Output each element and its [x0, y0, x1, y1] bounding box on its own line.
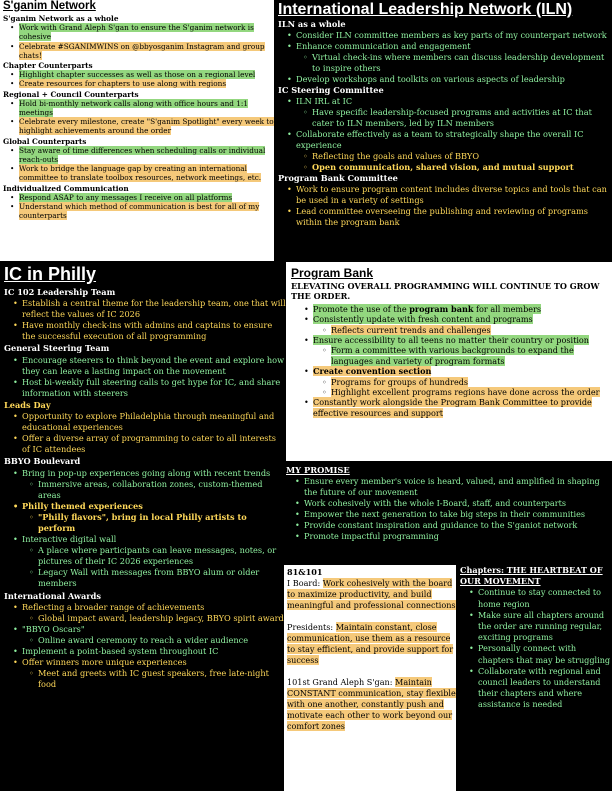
list-item: • Offer winners more unique experiences [22, 657, 286, 668]
list-item: ◦ Form a committee with various backgrounds to expand the languages and variety of program formats [331, 345, 612, 366]
iln-section-heading: ILN as a whole [278, 19, 346, 29]
philly-section-heading: BBYO Boulevard [4, 456, 81, 467]
board-heading: 81&101 [287, 567, 323, 577]
program-bank-list [291, 304, 612, 325]
list-item: • Interactive digital wall [22, 534, 286, 545]
sganim-list [3, 193, 274, 221]
sganim-sections [3, 14, 274, 220]
list-item: ◦ Virtual check-ins where members can discuss leadership development to inspire others [312, 52, 612, 74]
sganim-list [3, 99, 274, 136]
iln-section-heading: Program Bank Committee [278, 173, 398, 183]
program-bank-list [291, 397, 612, 418]
list-item: • Implement a point-based system throughout IC [22, 646, 286, 657]
sganim-section-heading: Regional + Council Counterparts [3, 89, 139, 99]
board-paragraph: Presidents: Maintain constant, close communication, use them as a resource to stay efficient, and provide support for success [287, 622, 454, 665]
iln-list [278, 184, 612, 228]
philly-list [4, 298, 286, 342]
sganim-section-heading: S'ganim Network as a whole [3, 14, 119, 23]
iln-list [278, 30, 612, 52]
philly-sublist [4, 545, 286, 589]
list-item: ◦ Reflects current trends and challenges [331, 325, 612, 335]
iln-sublist [278, 151, 612, 173]
sganim-list [3, 23, 274, 60]
list-item: • "BBYO Oscars" [22, 624, 286, 635]
list-item: • Establish a central theme for the leadership team, one that will reflect the values of IC 2026 [22, 298, 286, 320]
chapters-heading: Chapters: THE HEARTBEAT OF OUR MOVEMENT [460, 565, 603, 587]
program-bank-intro: ELEVATING OVERALL PROGRAMMING WILL CONTINUE TO GROW THE ORDER. [291, 281, 600, 302]
philly-list [4, 355, 286, 399]
list-item: ◦ Open communication, shared vision, and mutual support [312, 162, 612, 173]
list-item: • Stay aware of time differences when scheduling calls or individual reach-outs [19, 146, 274, 164]
list-item: • Celebrate #SGANIMWINS on @bbyosganim Instagram and group chats! [19, 42, 274, 60]
sganim-list [3, 146, 274, 183]
list-item: • Empower the next generation to take big steps in their communities [304, 509, 612, 520]
philly-list [4, 411, 286, 455]
list-item: • Create resources for chapters to use along with regions [19, 79, 274, 88]
list-item: ◦ Have specific leadership-focused programs and activities at IC that cater to ILN members, led by ILN members [312, 107, 612, 129]
list-item: ◦ "Philly flavors", bring in local Philly artists to perform [38, 512, 286, 534]
philly-section-heading: International Awards [4, 590, 101, 601]
list-item: • Philly themed experiences [22, 501, 286, 512]
promise-heading: MY PROMISE [286, 465, 350, 475]
program-bank-sublist [291, 377, 612, 398]
list-item: • Ensure accessibility to all teens no matter their country or position [313, 335, 612, 345]
philly-sublist [4, 635, 286, 646]
list-item: • Personally connect with chapters that may be struggling [478, 643, 612, 665]
list-item: • Constantly work alongside the Program Bank Committee to provide effective resources and support [313, 397, 612, 418]
chapters-panel [456, 565, 612, 791]
list-item: • Work cohesively with the whole I-Board, staff, and counterparts [304, 498, 612, 509]
list-item: • Promote the use of the program bank for all members [313, 304, 612, 314]
my-promise-panel [286, 461, 612, 565]
list-item: • Understand which method of communication is best for all of my counterparts [19, 202, 274, 220]
ic-philly-panel [0, 262, 286, 791]
list-item: • ILN IRL at IC [296, 96, 612, 107]
program-bank-sublist [291, 325, 612, 335]
list-item: • Host bi-weekly full steering calls to get hype for IC, and share information with steerers [22, 377, 286, 399]
philly-sublist [4, 479, 286, 501]
list-item: • Opportunity to explore Philadelphia through meaningful and educational experiences [22, 411, 286, 433]
philly-list [4, 602, 286, 613]
list-item: • Provide constant inspiration and guidance to the S'ganiot network [304, 520, 612, 531]
philly-list [4, 646, 286, 668]
iln-sublist [278, 107, 612, 129]
sganim-section-heading: Individualized Communication [3, 183, 129, 193]
philly-list [4, 468, 286, 479]
philly-title: IC in Philly [4, 264, 97, 284]
board-paragraph: 101st Grand Aleph S'gan: Maintain CONSTANT communication, stay flexible with one another, constantly push and motivate each other to work beyond our comfort zones [287, 677, 456, 731]
list-item: • Create convention section [313, 366, 612, 376]
chapters-list [460, 587, 612, 710]
list-item: • Respond ASAP to any messages I receive on all platforms [19, 193, 274, 202]
list-item: • Work with Grand Aleph S'gan to ensure the S'ganim network is cohesive [19, 23, 274, 41]
program-bank-list [291, 366, 612, 376]
list-item: • Collaborate with regional and council leaders to understand their chapters and where assistance is needed [478, 666, 612, 711]
sganim-list [3, 70, 274, 88]
board-panel [284, 565, 456, 791]
philly-section-heading: Leads Day [4, 399, 51, 410]
list-item: • Consider ILN committee members as key parts of my counterpart network [296, 30, 612, 41]
list-item: • Bring in pop-up experiences going along with recent trends [22, 468, 286, 479]
list-item: • Consistently update with fresh content and programs [313, 314, 612, 324]
list-item: • Work to ensure program content includes diverse topics and tools that can be used in a variety of settings [296, 184, 612, 206]
program-bank-panel [286, 262, 612, 461]
list-item: • Lead committee overseeing the publishing and reviewing of programs within the program bank [296, 206, 612, 228]
iln-sublist [278, 52, 612, 74]
list-item: ◦ Programs for groups of hundreds [331, 377, 612, 387]
list-item: • Ensure every member's voice is heard, valued, and amplified in shaping the future of our movement [304, 476, 612, 498]
list-item: ◦ A place where participants can leave messages, notes, or pictures of their IC 2026 experiences [38, 545, 286, 567]
program-bank-sublist [291, 345, 612, 366]
philly-list [4, 534, 286, 545]
list-item: • Have monthly check-ins with admins and captains to ensure the successful execution of all programming [22, 320, 286, 342]
program-bank-title: Program Bank [291, 266, 374, 280]
list-item: • Collaborate effectively as a team to strategically shape the overall IC experience [296, 129, 612, 151]
list-item: • Offer a diverse array of programming to cater to all interests of IC attendees [22, 433, 286, 455]
list-item: • Encourage steerers to think beyond the event and explore how they can leave a lasting impact on the movement [22, 355, 286, 377]
list-item: ◦ Highlight excellent programs regions have done across the order [331, 387, 612, 397]
iln-list [278, 129, 612, 151]
promise-list [286, 476, 612, 542]
iln-section-heading: IC Steering Committee [278, 85, 384, 95]
list-item: ◦ Meet and greets with IC guest speakers, free late-night food [38, 668, 286, 690]
list-item: • Promote impactful programming [304, 531, 612, 542]
list-item: ◦ Legacy Wall with messages from BBYO alum or older members [38, 567, 286, 589]
iln-list [278, 74, 612, 85]
list-item: • Work to bridge the language gap by creating an international committee to translate toolbox resources, network meetings, etc. [19, 164, 274, 182]
list-item: • Enhance communication and engagement [296, 41, 612, 52]
list-item: • Celebrate every milestone, create "S'ganim Spotlight" every week to highlight achievements around the order [19, 117, 274, 135]
sganim-title: S'ganim Network [3, 0, 96, 12]
iln-list [278, 96, 612, 107]
iln-panel [274, 0, 612, 262]
philly-list [4, 501, 286, 512]
philly-sublist [4, 512, 286, 534]
list-item: • Make sure all chapters around the order are running regular, exciting programs [478, 610, 612, 644]
program-bank-list [291, 335, 612, 345]
philly-section-heading: IC 102 Leadership Team [4, 287, 116, 297]
philly-sublist [4, 668, 286, 690]
list-item: • Continue to stay connected to home region [478, 587, 612, 609]
philly-section-heading: General Steering Team [4, 343, 110, 354]
list-item: ◦ Global impact award, leadership legacy, BBYO spirit award [38, 613, 286, 624]
board-paragraph: I Board: Work cohesively with the board to maximize productivity, and build meaningful and professional connections [287, 578, 456, 610]
sganim-section-heading: Chapter Counterparts [3, 61, 93, 71]
list-item: • Highlight chapter successes as well as those on a regional level [19, 70, 274, 79]
sganim-network-panel [0, 0, 274, 261]
list-item: • Develop workshops and toolkits on various aspects of leadership [296, 74, 612, 85]
list-item: ◦ Online award ceremony to reach a wider audience [38, 635, 286, 646]
sganim-section-heading: Global Counterparts [3, 136, 87, 146]
list-item: • Reflecting a broader range of achievements [22, 602, 286, 613]
philly-list [4, 624, 286, 635]
list-item: • Hold bi-monthly network calls along with office hours and 1:1 meetings [19, 99, 274, 117]
iln-title: International Leadership Network (ILN) [278, 1, 573, 18]
philly-sublist [4, 613, 286, 624]
list-item: ◦ Immersive areas, collaboration zones, custom-themed areas [38, 479, 286, 501]
list-item: ◦ Reflecting the goals and values of BBYO [312, 151, 612, 162]
